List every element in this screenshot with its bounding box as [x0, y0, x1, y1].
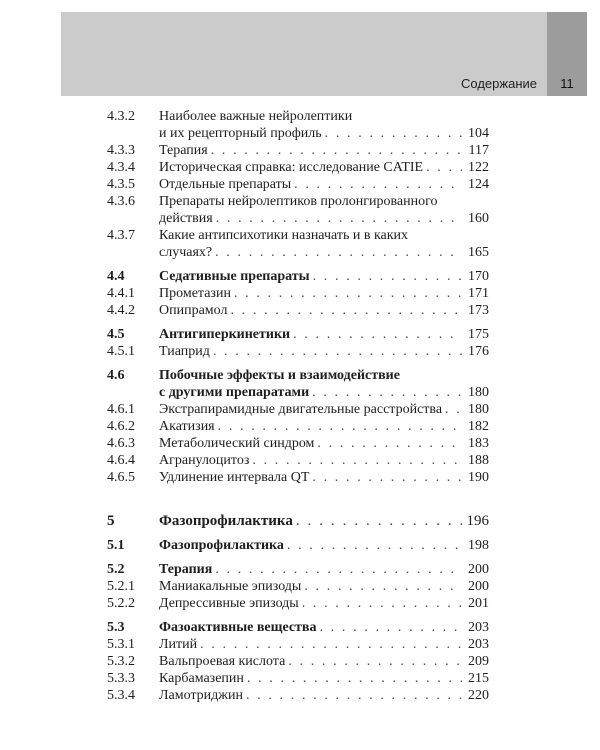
toc-entry-page: 200	[468, 579, 489, 594]
toc-entry	[107, 343, 489, 360]
toc-entry-title: Фазоактивные вещества	[159, 620, 317, 635]
toc-entry-number: 4.6	[107, 368, 125, 383]
toc-entry-number: 4.5	[107, 327, 125, 342]
dot-leader	[246, 687, 462, 704]
toc-section-heading	[107, 561, 489, 578]
toc-entry-title: Прометазин	[159, 286, 231, 301]
toc-entry-title: Метаболический синдром	[159, 436, 315, 451]
toc-entry-title-line: Какие антипсихотики назначать и в каких	[159, 228, 409, 243]
dot-leader	[218, 418, 462, 435]
dot-leader	[304, 578, 462, 595]
toc-section-heading	[107, 367, 489, 401]
toc-entry-page: 180	[468, 402, 489, 417]
dot-leader	[287, 537, 462, 554]
toc-section-heading	[107, 268, 489, 285]
toc-entry-page: 188	[468, 453, 489, 468]
dot-leader	[252, 452, 462, 469]
toc-entry-number: 4.3.2	[107, 109, 135, 124]
toc-entry	[107, 285, 489, 302]
toc-entry-number: 5.3.2	[107, 654, 135, 669]
toc-entry	[107, 401, 489, 418]
toc-entry	[107, 193, 489, 227]
toc-entry-page: 190	[468, 470, 489, 485]
dot-leader	[426, 159, 462, 176]
toc-entry-number: 5.2.2	[107, 596, 135, 611]
toc-entry-title: Историческая справка: исследование CATIE	[159, 160, 424, 175]
toc-entry-page: 203	[468, 620, 489, 635]
dot-leader	[302, 595, 462, 612]
toc-entry	[107, 142, 489, 159]
toc-entry-title-line: Побочные эффекты и взаимодействие	[159, 368, 400, 383]
toc-entry-title: Фазопрофилактика	[159, 538, 284, 553]
toc-entry	[107, 108, 489, 142]
toc-entry-title: Терапия	[159, 562, 213, 577]
dot-leader	[211, 142, 462, 159]
toc-entry-number: 4.6.5	[107, 470, 135, 485]
toc-chapter-heading	[107, 513, 489, 530]
toc-entry	[107, 227, 489, 261]
toc-entry-number: 5.1	[107, 538, 125, 553]
toc-entry-title: Экстрапирамидные двигательные расстройства	[159, 402, 443, 417]
toc-section-heading	[107, 619, 489, 636]
toc-entry-number: 4.3.4	[107, 160, 135, 175]
dot-leader	[215, 244, 462, 261]
toc-entry	[107, 636, 489, 653]
toc-entry-number: 4.4.2	[107, 303, 135, 318]
toc-section-heading	[107, 537, 489, 554]
toc-entry-page: 220	[468, 688, 489, 703]
dot-leader	[293, 326, 462, 343]
dot-leader	[200, 636, 462, 653]
toc-entry	[107, 159, 489, 176]
toc-entry-title: Терапия	[159, 143, 208, 158]
toc-entry-title: с другими препаратами	[159, 385, 310, 400]
toc-entry-number: 4.6.1	[107, 402, 135, 417]
toc-entry-title: Ламотриджин	[159, 688, 243, 703]
toc-entry-title: Седативные препараты	[159, 269, 310, 284]
toc-section-heading	[107, 326, 489, 343]
toc-entry-page: 196	[466, 513, 489, 529]
toc-entry	[107, 302, 489, 319]
dot-leader	[296, 513, 462, 530]
toc-entry-number: 5.3	[107, 620, 125, 635]
toc-entry-title-line: Препараты нейролептиков пролонгированного	[159, 194, 438, 209]
toc-entry-number: 4.6.4	[107, 453, 135, 468]
toc-entry-title: и их рецепторный профиль	[159, 126, 322, 141]
toc-entry-number: 5.3.3	[107, 671, 135, 686]
toc-entry-page: 200	[468, 562, 489, 577]
toc-entry-number: 4.3.3	[107, 143, 135, 158]
dot-leader	[230, 302, 462, 319]
toc-entry-page: 124	[468, 177, 489, 192]
toc-entry	[107, 469, 489, 486]
dot-leader	[234, 285, 462, 302]
toc-entry-title: действия	[159, 211, 213, 226]
toc-entry-number: 5.3.1	[107, 637, 135, 652]
table-of-contents	[107, 108, 489, 704]
page-number: 11	[560, 76, 574, 91]
toc-entry-title: Агранулоцитоз	[159, 453, 250, 468]
toc-entry-title: случаях?	[159, 245, 213, 260]
toc-entry-page: 183	[468, 436, 489, 451]
toc-entry-number: 4.4	[107, 269, 125, 284]
toc-entry-title: Маниакальные эпизоды	[159, 579, 302, 594]
toc-entry-title: Литий	[159, 637, 198, 652]
toc-entry-number: 5.2.1	[107, 579, 135, 594]
dot-leader	[294, 176, 462, 193]
dot-leader	[215, 561, 462, 578]
toc-entry	[107, 653, 489, 670]
dot-leader	[445, 401, 462, 418]
toc-entry-number: 5.2	[107, 562, 125, 577]
toc-entry-page: 160	[468, 211, 489, 226]
dot-leader	[216, 210, 462, 227]
toc-entry-page: 203	[468, 637, 489, 652]
toc-entry-number: 5	[107, 513, 115, 529]
toc-entry-page: 175	[468, 327, 489, 342]
toc-entry-number: 4.6.2	[107, 419, 135, 434]
toc-entry-number: 4.6.3	[107, 436, 135, 451]
dot-leader	[288, 653, 462, 670]
dot-leader	[313, 268, 462, 285]
toc-entry-number: 4.3.6	[107, 194, 135, 209]
toc-entry-page: 176	[468, 344, 489, 359]
toc-entry-number: 4.5.1	[107, 344, 135, 359]
toc-entry-number: 4.4.1	[107, 286, 135, 301]
toc-entry-page: 104	[468, 126, 489, 141]
dot-leader	[317, 435, 462, 452]
dot-leader	[319, 619, 462, 636]
toc-entry-page: 201	[468, 596, 489, 611]
toc-entry-page: 122	[468, 160, 489, 175]
dot-leader	[213, 343, 462, 360]
toc-entry-number: 4.3.7	[107, 228, 135, 243]
toc-entry-page: 215	[468, 671, 489, 686]
running-title: Содержание	[461, 76, 537, 91]
toc-entry	[107, 687, 489, 704]
toc-entry-page: 209	[468, 654, 489, 669]
toc-entry	[107, 452, 489, 469]
toc-entry-title: Вальпроевая кислота	[159, 654, 286, 669]
toc-entry-page: 170	[468, 269, 489, 284]
toc-entry-title: Депрессивные эпизоды	[159, 596, 299, 611]
toc-entry-title: Карбамазепин	[159, 671, 244, 686]
toc-entry-page: 198	[468, 538, 489, 553]
toc-entry-title: Акатизия	[159, 419, 215, 434]
toc-entry-title: Отдельные препараты	[159, 177, 292, 192]
toc-entry-page: 182	[468, 419, 489, 434]
toc-entry-number: 5.3.4	[107, 688, 135, 703]
toc-entry	[107, 418, 489, 435]
toc-entry-page: 171	[468, 286, 489, 301]
dot-leader	[312, 384, 462, 401]
toc-entry-title: Опипрамол	[159, 303, 228, 318]
toc-entry	[107, 435, 489, 452]
toc-entry-title: Удлинение интервала QT	[159, 470, 310, 485]
toc-entry	[107, 578, 489, 595]
toc-entry-title: Тиаприд	[159, 344, 210, 359]
toc-entry-page: 165	[468, 245, 489, 260]
toc-entry	[107, 670, 489, 687]
dot-leader	[325, 125, 462, 142]
toc-entry-title-line: Наиболее важные нейролептики	[159, 109, 353, 124]
toc-entry-number: 4.3.5	[107, 177, 135, 192]
toc-entry-page: 173	[468, 303, 489, 318]
toc-entry-page: 180	[468, 385, 489, 400]
toc-entry-title: Фазопрофилактика	[159, 513, 293, 529]
toc-entry-page: 117	[468, 143, 489, 158]
page-header	[61, 12, 587, 96]
toc-entry	[107, 595, 489, 612]
dot-leader	[312, 469, 462, 486]
dot-leader	[247, 670, 462, 687]
toc-entry-title: Антигиперкинетики	[159, 327, 291, 342]
toc-entry	[107, 176, 489, 193]
